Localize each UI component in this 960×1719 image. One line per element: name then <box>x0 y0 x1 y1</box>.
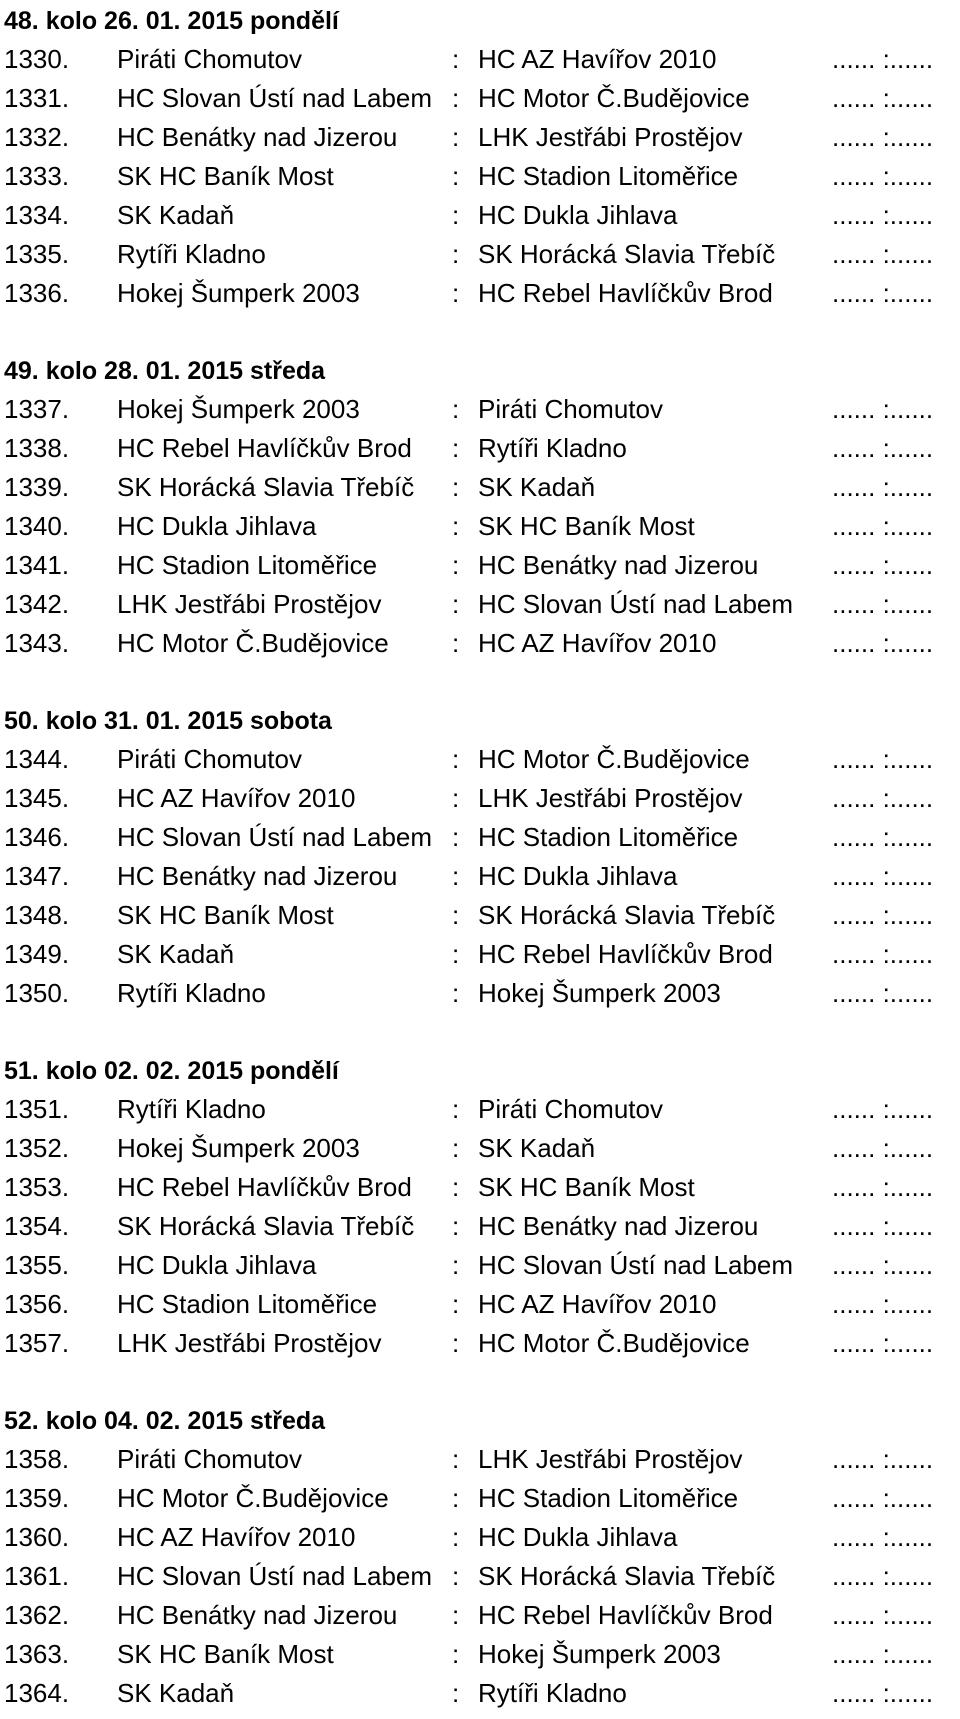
match-number: 1354. <box>4 1211 70 1241</box>
home-team: Rytíři Kladno <box>117 1094 266 1124</box>
home-team: HC AZ Havířov 2010 <box>117 1522 356 1552</box>
match-row <box>0 779 960 818</box>
match-row <box>0 1440 960 1479</box>
score-placeholder: ...... :...... <box>832 783 934 813</box>
score-placeholder: ...... :...... <box>832 161 934 191</box>
score-placeholder: ...... :...... <box>832 939 934 969</box>
vs-separator: : <box>452 44 460 74</box>
home-team: SK HC Baník Most <box>117 1639 334 1669</box>
score-placeholder: ...... :...... <box>832 550 934 580</box>
away-team: HC AZ Havířov 2010 <box>478 1289 717 1319</box>
score-placeholder: ...... :...... <box>832 861 934 891</box>
away-team: HC Slovan Ústí nad Labem <box>478 589 794 619</box>
away-team: HC Dukla Jihlava <box>478 1522 678 1552</box>
match-row <box>0 79 960 118</box>
match-number: 1345. <box>4 783 70 813</box>
vs-separator: : <box>452 239 460 269</box>
vs-separator: : <box>452 394 460 424</box>
vs-separator: : <box>452 161 460 191</box>
score-placeholder: ...... :...... <box>832 589 934 619</box>
score-placeholder: ...... :...... <box>832 744 934 774</box>
away-team: LHK Jestřábi Prostějov <box>478 122 743 152</box>
score-placeholder: ...... :...... <box>832 433 934 463</box>
vs-separator: : <box>452 1483 460 1513</box>
away-team: HC Stadion Litoměřice <box>478 1483 739 1513</box>
match-number: 1344. <box>4 744 70 774</box>
vs-separator: : <box>452 822 460 852</box>
round-section <box>0 352 960 663</box>
home-team: Rytíři Kladno <box>117 978 266 1008</box>
vs-separator: : <box>452 122 460 152</box>
home-team: HC Slovan Ústí nad Labem <box>117 822 433 852</box>
away-team: LHK Jestřábi Prostějov <box>478 1444 743 1474</box>
match-row <box>0 1518 960 1557</box>
away-team: HC Motor Č.Budějovice <box>478 744 750 774</box>
away-team: HC AZ Havířov 2010 <box>478 628 717 658</box>
away-team: SK Horácká Slavia Třebíč <box>478 1561 776 1591</box>
vs-separator: : <box>452 1172 460 1202</box>
score-placeholder: ...... :...... <box>832 1522 934 1552</box>
home-team: Piráti Chomutov <box>117 44 302 74</box>
away-team: Hokej Šumperk 2003 <box>478 978 721 1008</box>
round-title: 52. kolo 04. 02. 2015 středa <box>4 1407 326 1435</box>
match-row <box>0 196 960 235</box>
match-number: 1351. <box>4 1094 70 1124</box>
score-placeholder: ...... :...... <box>832 978 934 1008</box>
away-team: SK Horácká Slavia Třebíč <box>478 900 776 930</box>
match-number: 1349. <box>4 939 70 969</box>
score-placeholder: ...... :...... <box>832 628 934 658</box>
score-placeholder: ...... :...... <box>832 900 934 930</box>
home-team: SK Kadaň <box>117 200 235 230</box>
home-team: Hokej Šumperk 2003 <box>117 394 360 424</box>
vs-separator: : <box>452 1289 460 1319</box>
home-team: SK HC Baník Most <box>117 900 334 930</box>
match-number: 1350. <box>4 978 70 1008</box>
vs-separator: : <box>452 1678 460 1708</box>
vs-separator: : <box>452 900 460 930</box>
vs-separator: : <box>452 589 460 619</box>
score-placeholder: ...... :...... <box>832 394 934 424</box>
home-team: Piráti Chomutov <box>117 744 302 774</box>
match-number: 1334. <box>4 200 70 230</box>
match-number: 1330. <box>4 44 70 74</box>
match-row <box>0 1207 960 1246</box>
match-number: 1346. <box>4 822 70 852</box>
round-section <box>0 1052 960 1363</box>
match-row <box>0 1324 960 1363</box>
home-team: LHK Jestřábi Prostějov <box>117 589 382 619</box>
home-team: HC Slovan Ústí nad Labem <box>117 1561 433 1591</box>
home-team: HC Dukla Jihlava <box>117 1250 317 1280</box>
match-row <box>0 1129 960 1168</box>
match-row <box>0 1090 960 1129</box>
home-team: SK Kadaň <box>117 939 235 969</box>
home-team: HC Slovan Ústí nad Labem <box>117 83 433 113</box>
round-section <box>0 1402 960 1713</box>
vs-separator: : <box>452 200 460 230</box>
home-team: SK Horácká Slavia Třebíč <box>117 1211 415 1241</box>
vs-separator: : <box>452 978 460 1008</box>
score-placeholder: ...... :...... <box>832 1133 934 1163</box>
match-number: 1355. <box>4 1250 70 1280</box>
match-row <box>0 235 960 274</box>
score-placeholder: ...... :...... <box>832 1328 934 1358</box>
match-number: 1332. <box>4 122 70 152</box>
match-row <box>0 896 960 935</box>
match-number: 1343. <box>4 628 70 658</box>
away-team: SK Kadaň <box>478 472 596 502</box>
score-placeholder: ...... :...... <box>832 1639 934 1669</box>
score-placeholder: ...... :...... <box>832 1211 934 1241</box>
away-team: HC Rebel Havlíčkův Brod <box>478 1600 773 1630</box>
match-row <box>0 1635 960 1674</box>
away-team: Piráti Chomutov <box>478 394 663 424</box>
home-team: HC Stadion Litoměřice <box>117 1289 378 1319</box>
match-row <box>0 429 960 468</box>
home-team: Hokej Šumperk 2003 <box>117 278 360 308</box>
score-placeholder: ...... :...... <box>832 1600 934 1630</box>
match-row <box>0 274 960 313</box>
home-team: HC Benátky nad Jizerou <box>117 861 398 891</box>
vs-separator: : <box>452 1639 460 1669</box>
home-team: SK HC Baník Most <box>117 161 334 191</box>
home-team: HC Dukla Jihlava <box>117 511 317 541</box>
match-row <box>0 1246 960 1285</box>
home-team: Hokej Šumperk 2003 <box>117 1133 360 1163</box>
vs-separator: : <box>452 550 460 580</box>
match-number: 1347. <box>4 861 70 891</box>
match-row <box>0 1557 960 1596</box>
round-title: 51. kolo 02. 02. 2015 pondělí <box>4 1057 339 1085</box>
away-team: HC Rebel Havlíčkův Brod <box>478 939 773 969</box>
vs-separator: : <box>452 1600 460 1630</box>
vs-separator: : <box>452 744 460 774</box>
away-team: HC Stadion Litoměřice <box>478 822 739 852</box>
home-team: HC AZ Havířov 2010 <box>117 783 356 813</box>
match-number: 1348. <box>4 900 70 930</box>
score-placeholder: ...... :...... <box>832 83 934 113</box>
away-team: HC Rebel Havlíčkův Brod <box>478 278 773 308</box>
vs-separator: : <box>452 433 460 463</box>
away-team: Piráti Chomutov <box>478 1094 663 1124</box>
away-team: LHK Jestřábi Prostějov <box>478 783 743 813</box>
match-row <box>0 624 960 663</box>
away-team: Rytíři Kladno <box>478 433 627 463</box>
vs-separator: : <box>452 511 460 541</box>
match-number: 1336. <box>4 278 70 308</box>
score-placeholder: ...... :...... <box>832 511 934 541</box>
away-team: SK HC Baník Most <box>478 511 695 541</box>
score-placeholder: ...... :...... <box>832 822 934 852</box>
away-team: SK HC Baník Most <box>478 1172 695 1202</box>
score-placeholder: ...... :...... <box>832 1289 934 1319</box>
match-number: 1362. <box>4 1600 70 1630</box>
away-team: HC Motor Č.Budějovice <box>478 1328 750 1358</box>
match-number: 1358. <box>4 1444 70 1474</box>
vs-separator: : <box>452 939 460 969</box>
match-row <box>0 1168 960 1207</box>
away-team: HC Stadion Litoměřice <box>478 161 739 191</box>
round-title: 48. kolo 26. 01. 2015 pondělí <box>4 7 339 35</box>
match-number: 1359. <box>4 1483 70 1513</box>
vs-separator: : <box>452 472 460 502</box>
match-row <box>0 974 960 1013</box>
score-placeholder: ...... :...... <box>832 278 934 308</box>
match-number: 1361. <box>4 1561 70 1591</box>
vs-separator: : <box>452 1094 460 1124</box>
score-placeholder: ...... :...... <box>832 44 934 74</box>
match-number: 1339. <box>4 472 70 502</box>
match-row <box>0 1596 960 1635</box>
round-section <box>0 2 960 313</box>
match-row <box>0 818 960 857</box>
score-placeholder: ...... :...... <box>832 1250 934 1280</box>
score-placeholder: ...... :...... <box>832 1094 934 1124</box>
vs-separator: : <box>452 278 460 308</box>
home-team: SK Kadaň <box>117 1678 235 1708</box>
score-placeholder: ...... :...... <box>832 472 934 502</box>
match-number: 1338. <box>4 433 70 463</box>
vs-separator: : <box>452 83 460 113</box>
match-number: 1364. <box>4 1678 70 1708</box>
match-row <box>0 1479 960 1518</box>
home-team: SK Horácká Slavia Třebíč <box>117 472 415 502</box>
vs-separator: : <box>452 783 460 813</box>
score-placeholder: ...... :...... <box>832 122 934 152</box>
round-title: 49. kolo 28. 01. 2015 středa <box>4 357 326 385</box>
score-placeholder: ...... :...... <box>832 1561 934 1591</box>
match-number: 1342. <box>4 589 70 619</box>
match-number: 1363. <box>4 1639 70 1669</box>
match-row <box>0 585 960 624</box>
home-team: LHK Jestřábi Prostějov <box>117 1328 382 1358</box>
home-team: HC Benátky nad Jizerou <box>117 122 398 152</box>
match-number: 1335. <box>4 239 70 269</box>
round-section <box>0 702 960 1013</box>
match-number: 1331. <box>4 83 70 113</box>
round-title: 50. kolo 31. 01. 2015 sobota <box>4 707 332 735</box>
score-placeholder: ...... :...... <box>832 1444 934 1474</box>
match-row <box>0 1285 960 1324</box>
match-row <box>0 468 960 507</box>
away-team: HC Motor Č.Budějovice <box>478 83 750 113</box>
match-number: 1352. <box>4 1133 70 1163</box>
vs-separator: : <box>452 1522 460 1552</box>
vs-separator: : <box>452 628 460 658</box>
score-placeholder: ...... :...... <box>832 200 934 230</box>
away-team: HC Benátky nad Jizerou <box>478 550 759 580</box>
match-row <box>0 390 960 429</box>
match-number: 1360. <box>4 1522 70 1552</box>
away-team: Rytíři Kladno <box>478 1678 627 1708</box>
home-team: HC Rebel Havlíčkův Brod <box>117 1172 412 1202</box>
home-team: HC Stadion Litoměřice <box>117 550 378 580</box>
match-number: 1356. <box>4 1289 70 1319</box>
match-row <box>0 118 960 157</box>
score-placeholder: ...... :...... <box>832 239 934 269</box>
match-row <box>0 40 960 79</box>
match-number: 1333. <box>4 161 70 191</box>
vs-separator: : <box>452 1211 460 1241</box>
match-row <box>0 157 960 196</box>
home-team: HC Motor Č.Budějovice <box>117 1483 389 1513</box>
vs-separator: : <box>452 1561 460 1591</box>
match-row <box>0 1674 960 1713</box>
away-team: HC Dukla Jihlava <box>478 200 678 230</box>
away-team: SK Kadaň <box>478 1133 596 1163</box>
score-placeholder: ...... :...... <box>832 1678 934 1708</box>
match-number: 1337. <box>4 394 70 424</box>
away-team: HC Slovan Ústí nad Labem <box>478 1250 794 1280</box>
match-row <box>0 507 960 546</box>
match-number: 1357. <box>4 1328 70 1358</box>
match-number: 1340. <box>4 511 70 541</box>
away-team: HC Benátky nad Jizerou <box>478 1211 759 1241</box>
match-row <box>0 740 960 779</box>
match-row <box>0 935 960 974</box>
vs-separator: : <box>452 1133 460 1163</box>
away-team: HC AZ Havířov 2010 <box>478 44 717 74</box>
away-team: SK Horácká Slavia Třebíč <box>478 239 776 269</box>
home-team: HC Rebel Havlíčkův Brod <box>117 433 412 463</box>
vs-separator: : <box>452 1444 460 1474</box>
match-number: 1341. <box>4 550 70 580</box>
home-team: HC Benátky nad Jizerou <box>117 1600 398 1630</box>
match-row <box>0 857 960 896</box>
match-row <box>0 546 960 585</box>
away-team: Hokej Šumperk 2003 <box>478 1639 721 1669</box>
away-team: HC Dukla Jihlava <box>478 861 678 891</box>
vs-separator: : <box>452 1328 460 1358</box>
vs-separator: : <box>452 861 460 891</box>
score-placeholder: ...... :...... <box>832 1483 934 1513</box>
score-placeholder: ...... :...... <box>832 1172 934 1202</box>
vs-separator: : <box>452 1250 460 1280</box>
home-team: HC Motor Č.Budějovice <box>117 628 389 658</box>
home-team: Piráti Chomutov <box>117 1444 302 1474</box>
match-number: 1353. <box>4 1172 70 1202</box>
home-team: Rytíři Kladno <box>117 239 266 269</box>
